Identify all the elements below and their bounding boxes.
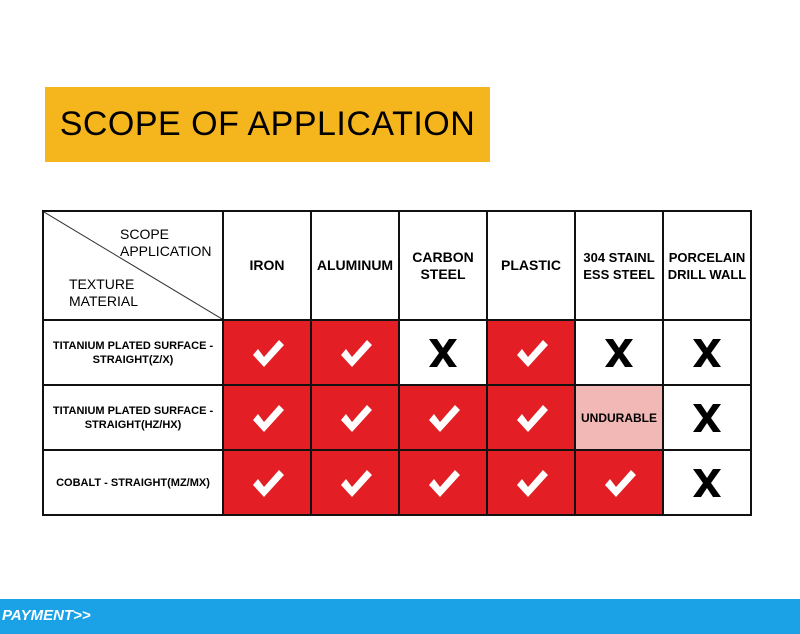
- compatible-cell: [487, 385, 575, 450]
- title-banner: [45, 87, 490, 162]
- check-icon: [512, 399, 550, 437]
- corner-scope-label: [120, 226, 212, 260]
- page-title: SCOPE OF APPLICATION: [59, 105, 476, 143]
- x-icon: [690, 336, 724, 370]
- check-icon: [248, 399, 286, 437]
- compatible-cell: [223, 385, 311, 450]
- compatible-cell: [575, 450, 663, 515]
- corner-material-label: [69, 276, 138, 310]
- table-row: [43, 320, 751, 385]
- row-label: COBALT - STRAIGHT(MZ/MX): [43, 450, 223, 515]
- corner-cell: [43, 211, 223, 320]
- x-icon: [426, 336, 460, 370]
- compatible-cell: [311, 320, 399, 385]
- row-label: TITANIUM PLATED SURFACE - STRAIGHT(HZ/HX): [43, 385, 223, 450]
- x-icon: [602, 336, 636, 370]
- check-icon: [336, 464, 374, 502]
- column-header-carbon-steel: CARBON STEEL: [399, 211, 487, 320]
- column-header-stainless-steel: 304 STAINL ESS STEEL: [575, 211, 663, 320]
- corner-material-text: MATERIAL: [69, 293, 138, 309]
- scope-table: [42, 210, 752, 516]
- compatible-cell: [399, 450, 487, 515]
- compatible-cell: [223, 320, 311, 385]
- column-header-plastic: PLASTIC: [487, 211, 575, 320]
- table-row: [43, 450, 751, 515]
- payment-link[interactable]: PAYMENT>>: [2, 607, 91, 624]
- compatible-cell: [399, 385, 487, 450]
- column-header-iron: IRON: [223, 211, 311, 320]
- column-header-aluminum: ALUMINUM: [311, 211, 399, 320]
- payment-bar: [0, 599, 800, 634]
- row-label: TITANIUM PLATED SURFACE - STRAIGHT(Z/X): [43, 320, 223, 385]
- corner-scope-text: SCOPE: [120, 226, 170, 242]
- compatible-cell: [487, 450, 575, 515]
- incompatible-cell: [575, 320, 663, 385]
- check-icon: [424, 464, 462, 502]
- check-icon: [424, 399, 462, 437]
- compatible-cell: [487, 320, 575, 385]
- compatible-cell: [311, 450, 399, 515]
- compatible-cell: [223, 450, 311, 515]
- x-icon: [690, 466, 724, 500]
- x-icon: [690, 401, 724, 435]
- compatible-cell: [311, 385, 399, 450]
- incompatible-cell: [399, 320, 487, 385]
- incompatible-cell: [663, 385, 751, 450]
- corner-application-text: APPLICATION: [120, 243, 212, 259]
- check-icon: [248, 334, 286, 372]
- table-row: [43, 385, 751, 450]
- undurable-text: UNDURABLE: [581, 410, 657, 425]
- undurable-cell: [575, 385, 663, 450]
- check-icon: [336, 334, 374, 372]
- check-icon: [512, 334, 550, 372]
- corner-texture-text: TEXTURE: [69, 276, 135, 292]
- check-icon: [512, 464, 550, 502]
- check-icon: [336, 399, 374, 437]
- incompatible-cell: [663, 320, 751, 385]
- column-header-porcelain: PORCELAIN DRILL WALL: [663, 211, 751, 320]
- incompatible-cell: [663, 450, 751, 515]
- check-icon: [248, 464, 286, 502]
- check-icon: [600, 464, 638, 502]
- header-row: [43, 211, 751, 320]
